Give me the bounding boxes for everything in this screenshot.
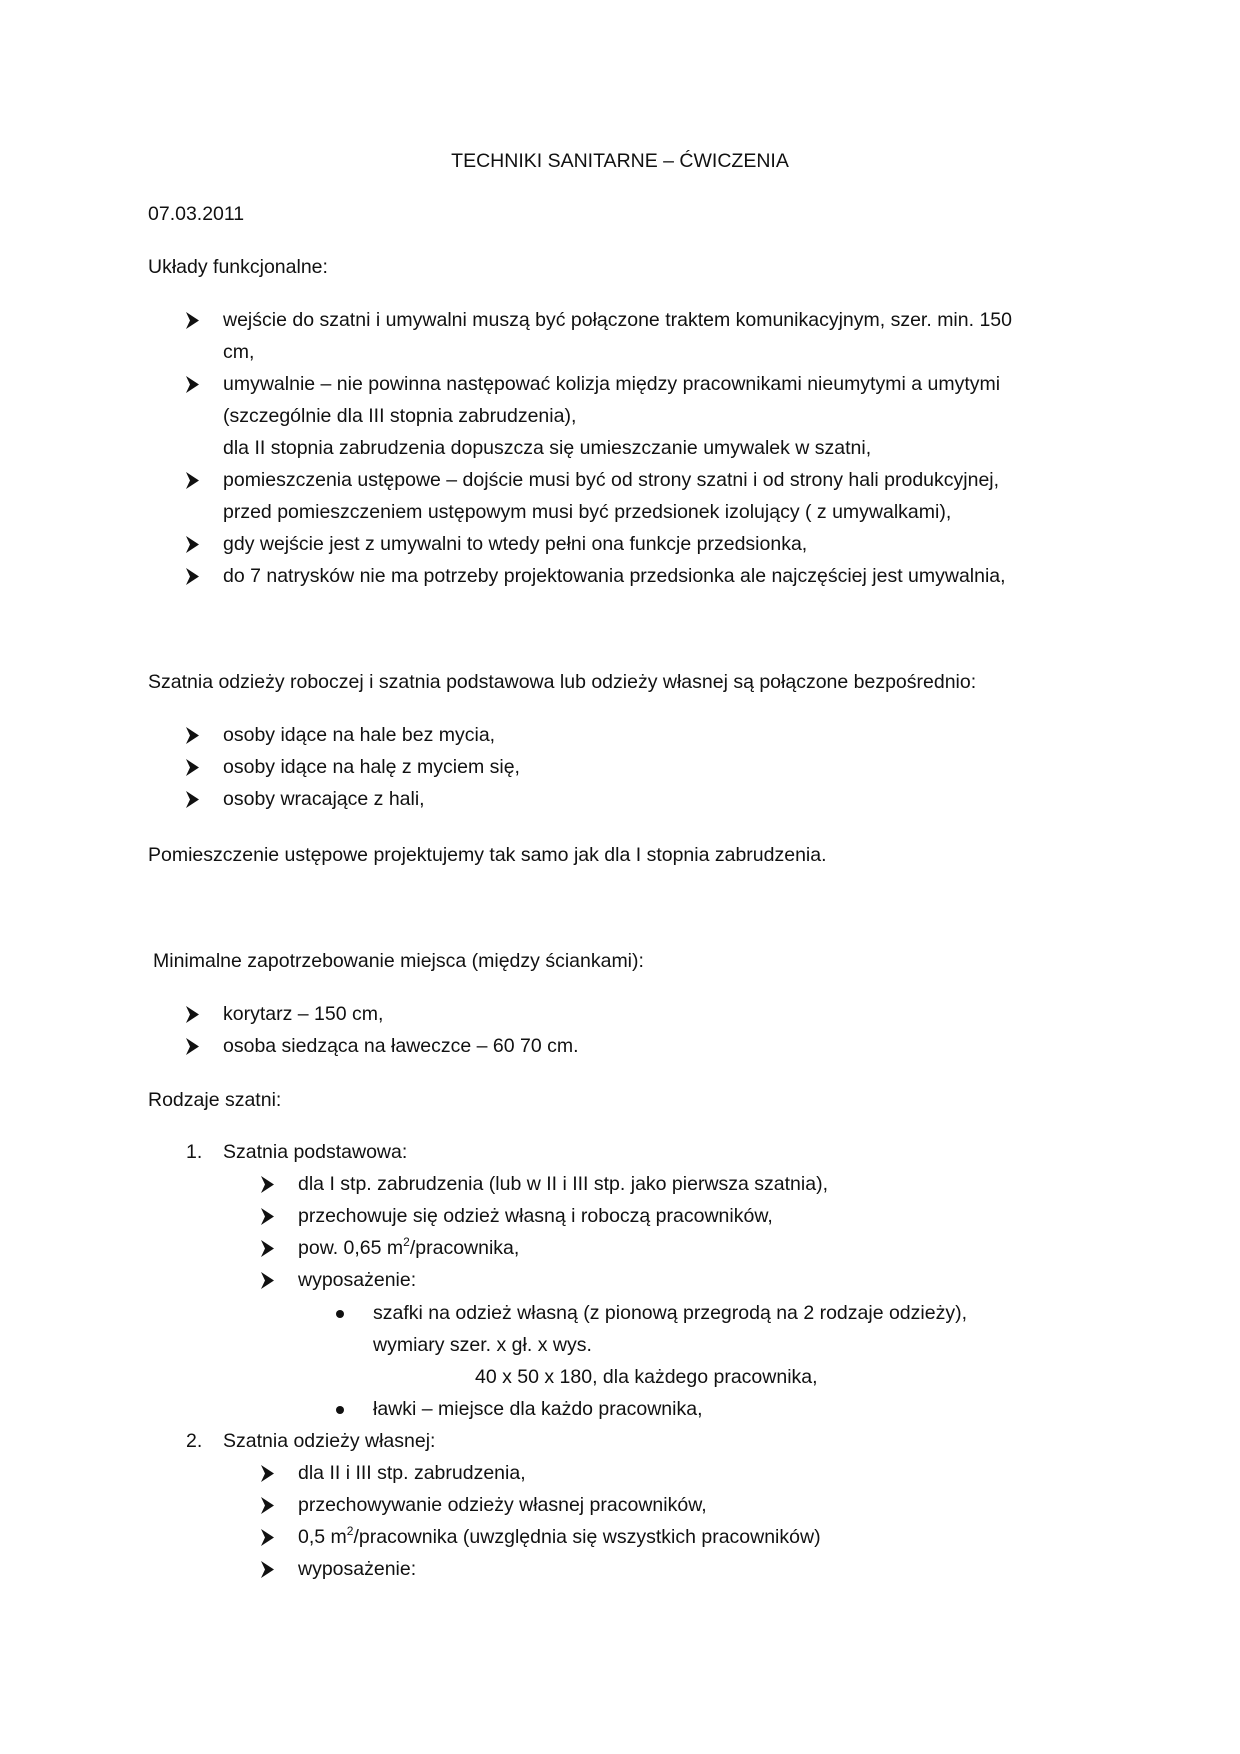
list-item-continuation: dla II stopnia zabrudzenia dopuszcza się umieszczanie umywalek w szatni, xyxy=(223,437,872,459)
list-item: wejście do szatni i umywalni muszą być połączone traktem komunikacyjnym, szer. min. 150 xyxy=(223,309,1012,331)
arrow-bullet-icon xyxy=(186,791,199,808)
section-heading: Rodzaje szatni: xyxy=(148,1089,282,1111)
bullet-dot-icon xyxy=(336,1310,344,1318)
arrow-bullet-icon xyxy=(186,1006,199,1023)
list-number: 1. xyxy=(186,1141,203,1163)
section-heading: Układy funkcjonalne: xyxy=(148,256,328,278)
arrow-bullet-icon xyxy=(261,1497,274,1514)
list-item: wyposażenie: xyxy=(298,1558,417,1580)
list-item: osoby idące na halę z myciem się, xyxy=(223,756,520,778)
paragraph-note: Pomieszczenie ustępowe projektujemy tak samo jak dla I stopnia zabrudzenia. xyxy=(148,844,827,866)
arrow-bullet-icon xyxy=(261,1240,274,1257)
document-title: TECHNIKI SANITARNE – ĆWICZENIA xyxy=(451,150,789,172)
list-number: 2. xyxy=(186,1430,203,1452)
numbered-item-title: Szatnia odzieży własnej: xyxy=(223,1430,436,1452)
list-item: przechowuje się odzież własną i roboczą pracowników, xyxy=(298,1205,773,1227)
list-item-continuation: przed pomieszczeniem ustępowym musi być przedsionek izolujący ( z umywalkami), xyxy=(223,501,952,523)
arrow-bullet-icon xyxy=(186,472,199,489)
list-item: dla II i III stp. zabrudzenia, xyxy=(298,1462,526,1484)
list-item: przechowywanie odzieży własnej pracowników, xyxy=(298,1494,707,1516)
bullet-dot-icon xyxy=(336,1406,344,1414)
arrow-bullet-icon xyxy=(186,727,199,744)
arrow-bullet-icon xyxy=(186,568,199,585)
sub-list-item: szafki na odzież własną (z pionową przegrodą na 2 rodzaje odzieży), xyxy=(373,1302,967,1324)
arrow-bullet-icon xyxy=(186,536,199,553)
list-item: pow. 0,65 $m^2$/pracownika, xyxy=(298,1235,520,1259)
list-item: gdy wejście jest z umywalni to wtedy pełni ona funkcje przedsionka, xyxy=(223,533,808,555)
list-item: wyposażenie: xyxy=(298,1269,417,1291)
arrow-bullet-icon xyxy=(186,376,199,393)
arrow-bullet-icon xyxy=(186,759,199,776)
list-item: 0,5 $m^2$/pracownika (uwzględnia się wszystkich pracowników) xyxy=(298,1524,821,1548)
section-heading: Szatnia odzieży roboczej i szatnia podstawowa lub odzieży własnej są połączone bezpośrednio: xyxy=(148,671,977,693)
arrow-bullet-icon xyxy=(261,1208,274,1225)
list-item: dla I stp. zabrudzenia (lub w II i III stp. jako pierwsza szatnia), xyxy=(298,1173,828,1195)
numbered-item-title: Szatnia podstawowa: xyxy=(223,1141,408,1163)
list-item: osoby idące na hale bez mycia, xyxy=(223,724,496,746)
list-item: do 7 natrysków nie ma potrzeby projektowania przedsionka ale najczęściej jest umywalnia, xyxy=(223,565,1006,587)
arrow-bullet-icon xyxy=(186,1038,199,1055)
arrow-bullet-icon xyxy=(261,1529,274,1546)
list-item: osoba siedząca na ławeczce – 60 70 cm. xyxy=(223,1035,579,1057)
arrow-bullet-icon xyxy=(261,1561,274,1578)
section-heading: Minimalne zapotrzebowanie miejsca (między ściankami): xyxy=(153,950,644,972)
arrow-bullet-icon xyxy=(186,312,199,329)
list-item: osoby wracające z hali, xyxy=(223,788,425,810)
document-date: 07.03.2011 xyxy=(148,203,245,225)
arrow-bullet-icon xyxy=(261,1272,274,1289)
sub-list-item: ławki – miejsce dla każdo pracownika, xyxy=(373,1398,703,1420)
list-item-continuation: (szczególnie dla III stopnia zabrudzenia), xyxy=(223,405,577,427)
list-item: pomieszczenia ustępowe – dojście musi być od strony szatni i od strony hali produkcyjnej, xyxy=(223,469,1000,491)
list-item: umywalnie – nie powinna następować kolizja między pracownikami nieumytymi a umytymi xyxy=(223,373,1001,395)
arrow-bullet-icon xyxy=(261,1465,274,1482)
sub-list-item-continuation: 40 x 50 x 180, dla każdego pracownika, xyxy=(475,1366,818,1388)
sub-list-item-continuation: wymiary szer. x gł. x wys. xyxy=(373,1334,592,1356)
arrow-bullet-icon xyxy=(261,1176,274,1193)
list-item: korytarz – 150 cm, xyxy=(223,1003,384,1025)
list-item-continuation: cm, xyxy=(223,341,255,363)
